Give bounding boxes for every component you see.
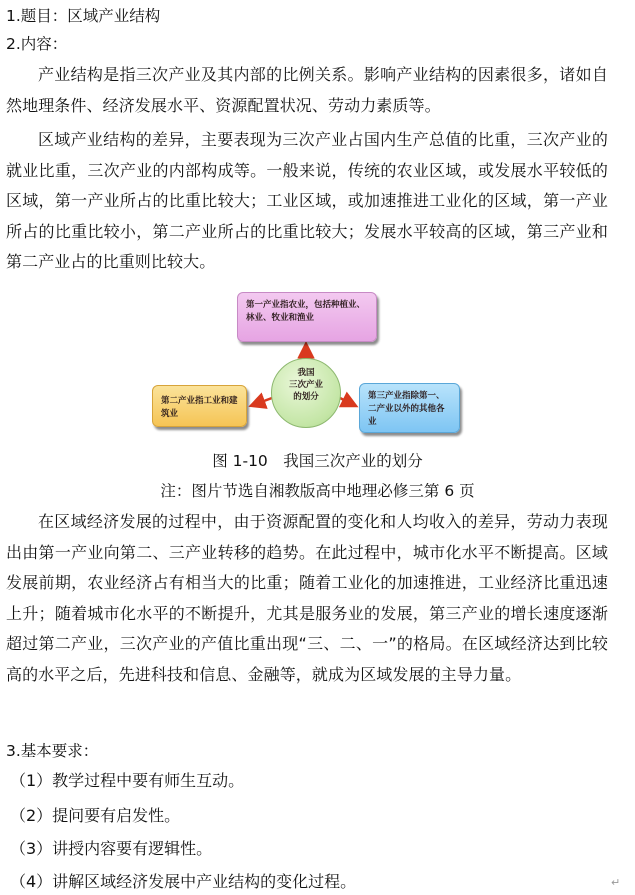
requirement-item-3: （3）讲授内容要有逻辑性。 bbox=[10, 839, 213, 858]
center-line-1: 我国 bbox=[297, 368, 315, 378]
title-line: 1.题目：区域产业结构 bbox=[6, 7, 161, 25]
requirements-label: 3.基本要求： bbox=[6, 742, 99, 760]
paragraph-3: 在区域经济发展的过程中，由于资源配置的变化和人均收入的差异，劳动力表现出由第一产业向第二、三产业转移的趋势。在此过程中，城市化水平不断提高。区域发展前期，农业经济占有相当大的比重；随着工业化的加速推进，工业经济比重迅速上升；随着城市化水平的不断提升，尤其是服务业的发展，第三产业的增长速度逐渐超过第二产业，三次产业的产值比重出现“三、二、一”的格局。在区域经济达到比较高的水平之后，先进科技和信息、金融等，就成为区域发展的主导力量。 bbox=[6, 512, 608, 684]
paragraph-2: 区域产业结构的差异，主要表现为三次产业占国内生产总值的比重，三次产业的就业比重，三次产业的内部构成等。一般来说，传统的农业区域，或发展水平较低的区域，第一产业所占的比重比较大；工业区域，或加速推进工业化的区域，第一产业所占的比重比较小，第二产业所占的比重比较大；发展水平较高的区域，第三产业和第二产业占的比重则比较大。 bbox=[6, 130, 608, 271]
content-label: 2.内容： bbox=[6, 35, 68, 53]
tertiary-industry-box: 第三产业指除第一、二产业以外的其他各业 bbox=[359, 383, 460, 433]
primary-industry-box: 第一产业指农业，包括种植业、林业、牧业和渔业 bbox=[237, 292, 377, 342]
center-line-2: 三次产业 bbox=[288, 380, 323, 390]
figure-caption: 图 1-10 我国三次产业的划分 bbox=[212, 452, 423, 470]
secondary-industry-box: 第二产业指工业和建筑业 bbox=[152, 385, 247, 427]
requirement-item-2: （2）提问要有启发性。 bbox=[10, 806, 181, 825]
arrow-right bbox=[340, 398, 354, 405]
paragraph-return-icon: ↵ bbox=[611, 876, 621, 889]
paragraph-1: 产业结构是指三次产业及其内部的比例关系。影响产业结构的因素很多，诸如自然地理条件、经济发展水平、资源配置状况、劳动力素质等。 bbox=[6, 65, 608, 115]
requirement-item-4: （4）讲解区域经济发展中产业结构的变化过程。 bbox=[10, 872, 357, 891]
center-line-3: 的划分 bbox=[293, 392, 319, 402]
arrow-left bbox=[253, 398, 272, 405]
figure-note: 注：图片节选自湘教版高中地理必修三第 6 页 bbox=[160, 482, 475, 500]
three-industries-diagram bbox=[150, 288, 470, 440]
requirement-item-1: （1）教学过程中要有师生互动。 bbox=[10, 771, 245, 790]
center-circle bbox=[271, 358, 341, 428]
